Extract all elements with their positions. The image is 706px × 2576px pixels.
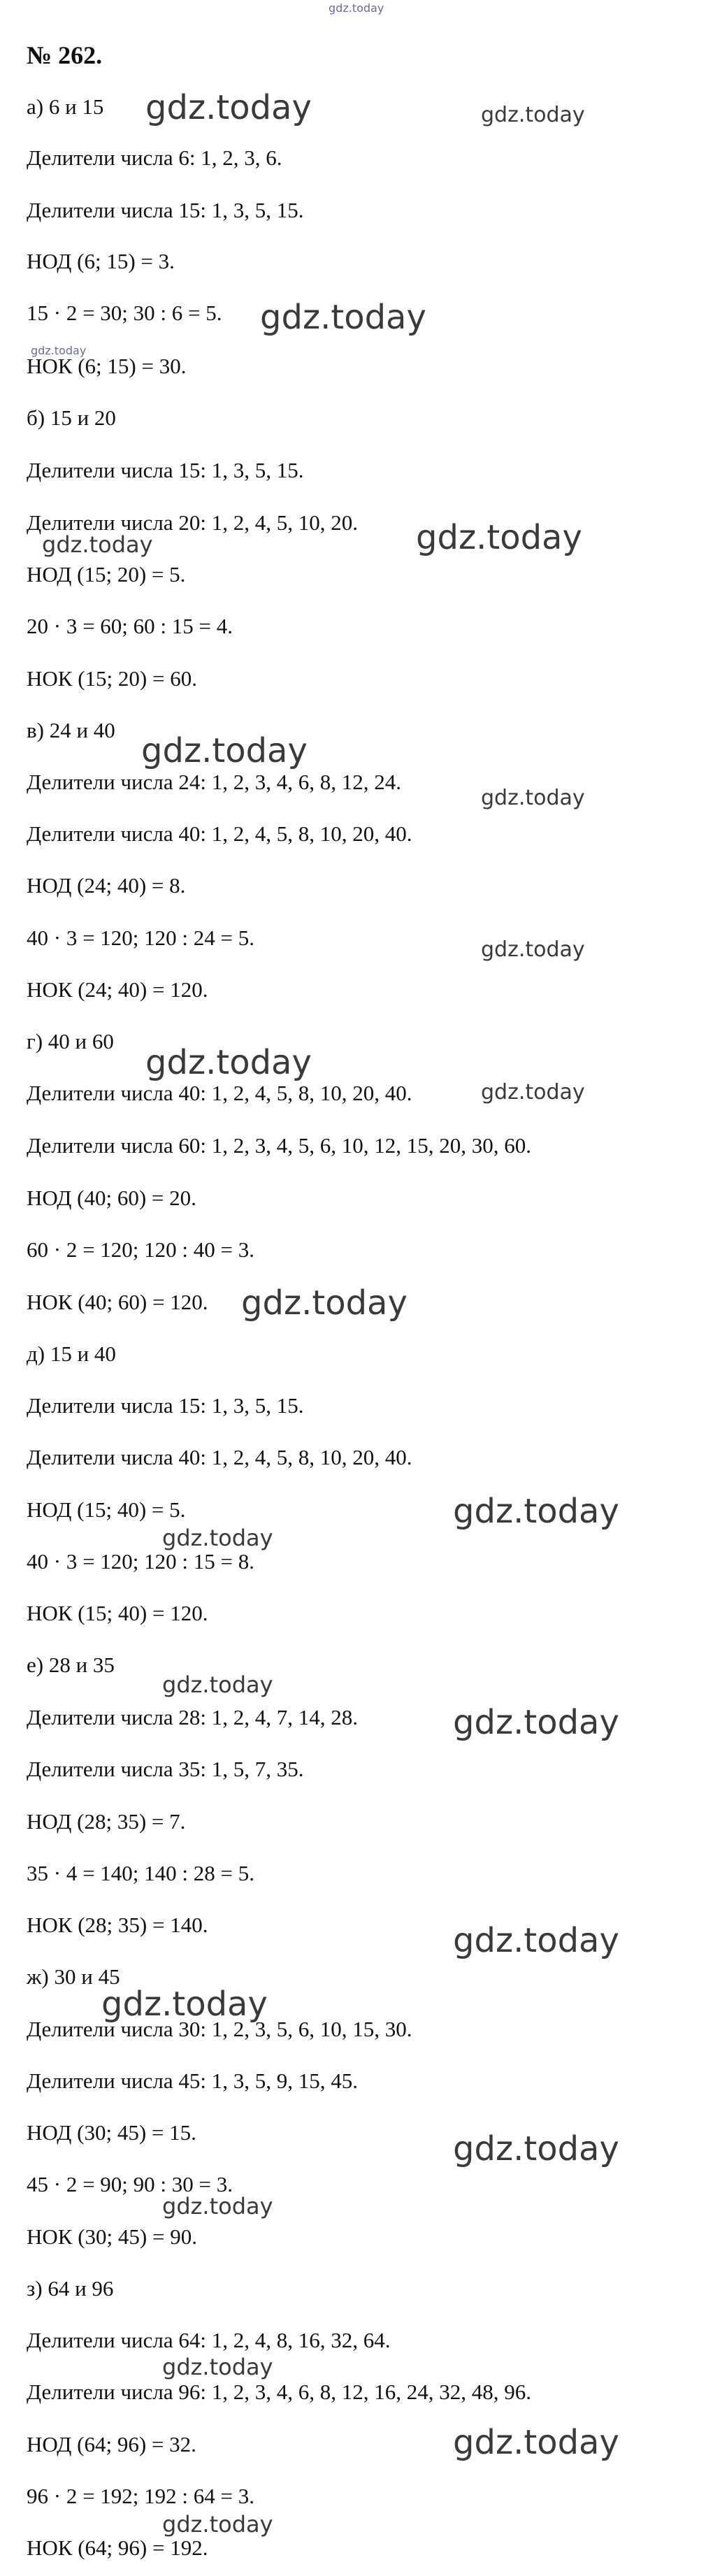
solution-line: 20 · 3 = 60; 60 : 15 = 4. (27, 614, 233, 638)
watermark: gdz.today (101, 1985, 268, 2024)
solution-line: Делители числа 45: 1, 3, 5, 9, 15, 45. (27, 2068, 358, 2093)
solution-line: 60 · 2 = 120; 120 : 40 = 3. (27, 1237, 255, 1262)
solution-line: Делители числа 64: 1, 2, 4, 8, 16, 32, 64. (27, 2328, 391, 2352)
watermark: gdz.today (241, 1283, 408, 1323)
watermark: gdz.today (453, 2129, 619, 2168)
solution-line: НОД (15; 20) = 5. (27, 562, 186, 587)
watermark: gdz.today (453, 1921, 619, 1960)
solution-line: Делители числа 24: 1, 2, 3, 4, 6, 8, 12, 24. (27, 770, 401, 794)
solution-line: Делители числа 35: 1, 5, 7, 35. (27, 1757, 304, 1781)
solution-line: Делители числа 15: 1, 3, 5, 15. (27, 1393, 304, 1418)
watermark: gdz.today (453, 2423, 619, 2462)
watermark: gdz.today (145, 88, 312, 127)
part-label: в) 24 и 40 (27, 718, 115, 742)
watermark: gdz.today (42, 531, 153, 558)
solution-line: Делители числа 40: 1, 2, 4, 5, 8, 10, 20, 40. (27, 1081, 412, 1105)
solution-line: 45 · 2 = 90; 90 : 30 = 3. (27, 2172, 233, 2196)
watermark: gdz.today (260, 298, 426, 337)
watermark: gdz.today (162, 2511, 273, 2538)
solution-line: Делители числа 15: 1, 3, 5, 15. (27, 458, 304, 482)
watermark: gdz.today (162, 1525, 273, 1551)
solution-line: Делители числа 60: 1, 2, 3, 4, 5, 6, 10, 12, 15, 20, 30, 60. (27, 1133, 531, 1158)
watermark: gdz.today (162, 2193, 273, 2219)
solution-line: НОК (24; 40) = 120. (27, 977, 208, 1002)
solution-line: НОК (15; 20) = 60. (27, 666, 197, 691)
part-label: д) 15 и 40 (27, 1341, 116, 1366)
solution-line: 40 · 3 = 120; 120 : 15 = 8. (27, 1549, 255, 1574)
solution-line: Делители числа 96: 1, 2, 3, 4, 6, 8, 12, 16, 24, 32, 48, 96. (27, 2380, 531, 2404)
watermark: gdz.today (453, 1703, 619, 1742)
part-label: г) 40 и 60 (27, 1029, 114, 1053)
watermark: gdz.today (481, 937, 585, 962)
problem-title: № 262. (27, 41, 103, 69)
watermark: gdz.today (481, 1080, 585, 1104)
part-label: ж) 30 и 45 (27, 1964, 120, 1989)
solution-line: НОД (15; 40) = 5. (27, 1497, 186, 1522)
solution-line: Делители числа 28: 1, 2, 4, 7, 14, 28. (27, 1705, 358, 1729)
watermark: gdz.today (481, 103, 585, 127)
solution-line: НОК (15; 40) = 120. (27, 1601, 208, 1625)
solution-line: НОК (6; 15) = 30. (27, 354, 187, 378)
watermark: gdz.today (31, 344, 87, 357)
solution-line: НОД (40; 60) = 20. (27, 1186, 196, 1210)
part-label: а) 6 и 15 (27, 94, 104, 119)
watermark: gdz.today (453, 1492, 619, 1531)
watermark: gdz.today (141, 731, 308, 770)
solution-line: Делители числа 40: 1, 2, 4, 5, 8, 10, 20, 40. (27, 821, 412, 846)
site-label: gdz.today (329, 1, 384, 15)
solution-line: Делители числа 40: 1, 2, 4, 5, 8, 10, 20, 40. (27, 1445, 412, 1469)
watermark: gdz.today (481, 786, 585, 810)
solution-line: НОД (64; 96) = 32. (27, 2432, 196, 2456)
solution-line: НОК (64; 96) = 192. (27, 2535, 208, 2560)
solution-line: НОД (28; 35) = 7. (27, 1809, 186, 1834)
watermark: gdz.today (145, 1043, 312, 1082)
solution-line: Делители числа 30: 1, 2, 3, 5, 6, 10, 15, 30. (27, 2017, 412, 2041)
part-label: з) 64 и 96 (27, 2276, 114, 2301)
solution-line: НОД (30; 45) = 15. (27, 2120, 196, 2145)
solution-line: НОД (6; 15) = 3. (27, 249, 175, 273)
solution-line: НОК (28; 35) = 140. (27, 1913, 208, 1937)
watermark: gdz.today (416, 518, 582, 557)
solution-line: Делители числа 20: 1, 2, 4, 5, 10, 20. (27, 510, 358, 535)
solution-line: 40 · 3 = 120; 120 : 24 = 5. (27, 926, 255, 950)
solution-line: 96 · 2 = 192; 192 : 64 = 3. (27, 2484, 255, 2508)
solution-line: 15 · 2 = 30; 30 : 6 = 5. (27, 301, 222, 325)
solution-line: Делители числа 15: 1, 3, 5, 15. (27, 198, 304, 222)
watermark: gdz.today (162, 1671, 273, 1698)
part-label: б) 15 и 20 (27, 405, 116, 430)
solution-line: НОД (24; 40) = 8. (27, 873, 186, 898)
watermark: gdz.today (162, 2354, 273, 2380)
part-label: е) 28 и 35 (27, 1653, 115, 1677)
solution-line: 35 · 4 = 140; 140 : 28 = 5. (27, 1861, 255, 1885)
solution-line: НОК (40; 60) = 120. (27, 1290, 208, 1314)
solution-line: Делители числа 6: 1, 2, 3, 6. (27, 145, 282, 170)
solution-line: НОК (30; 45) = 90. (27, 2224, 197, 2249)
